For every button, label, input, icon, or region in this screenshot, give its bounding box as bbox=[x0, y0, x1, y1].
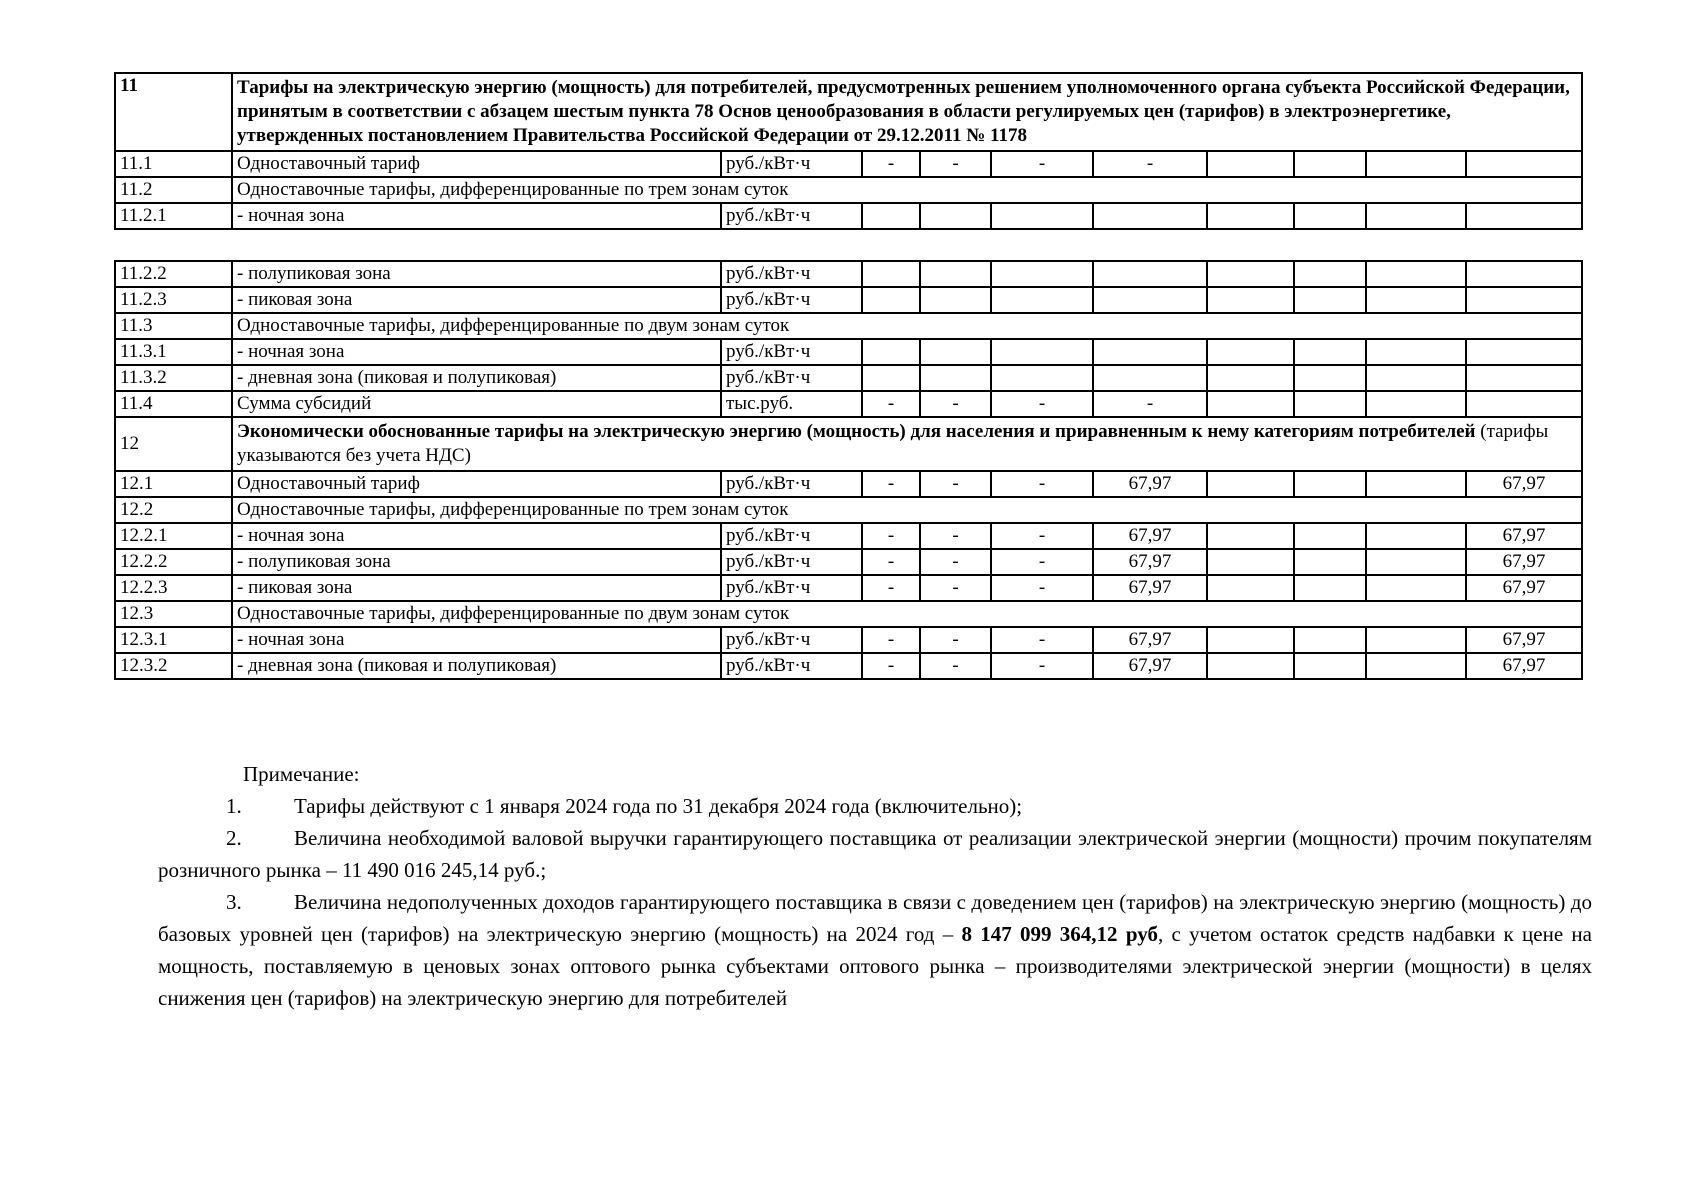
row-value: 67,97 bbox=[1466, 549, 1582, 575]
row-value bbox=[920, 287, 991, 313]
row-number: 12.2 bbox=[115, 497, 232, 523]
table-row bbox=[115, 601, 1582, 627]
row-group-title: Одноставочные тарифы, дифференцированные по двум зонам суток bbox=[232, 313, 1582, 339]
row-value: - bbox=[862, 627, 920, 653]
row-value: - bbox=[920, 575, 991, 601]
row-value bbox=[920, 261, 991, 287]
notes-heading: Примечание: bbox=[243, 762, 360, 786]
row-unit: руб./кВт·ч bbox=[721, 471, 862, 497]
section-title-note: (тарифы указываются без учета НДС) bbox=[237, 421, 1549, 466]
row-value: - bbox=[862, 575, 920, 601]
row-value: - bbox=[991, 627, 1093, 653]
row-value: - bbox=[991, 471, 1093, 497]
row-value: - bbox=[1093, 151, 1207, 177]
row-value bbox=[1207, 653, 1294, 679]
table-header-row bbox=[115, 73, 1582, 151]
row-number: 11.2.1 bbox=[115, 203, 232, 229]
row-label: Сумма субсидий bbox=[232, 391, 721, 417]
row-value bbox=[1294, 339, 1366, 365]
row-value: - bbox=[991, 391, 1093, 417]
row-number: 11.3.1 bbox=[115, 339, 232, 365]
row-value: - bbox=[991, 549, 1093, 575]
row-unit: руб./кВт·ч bbox=[721, 523, 862, 549]
row-value bbox=[1093, 287, 1207, 313]
table-row bbox=[115, 497, 1582, 523]
row-number: 12.3 bbox=[115, 601, 232, 627]
row-number: 11.2.3 bbox=[115, 287, 232, 313]
tariff-table-part-1 bbox=[114, 72, 1583, 230]
row-value: 67,97 bbox=[1466, 471, 1582, 497]
section-title-bold: Экономически обоснованные тарифы на электрическую энергию (мощность) для населения и приравненным к нему категориям потребителей bbox=[237, 421, 1476, 442]
row-value bbox=[1366, 365, 1466, 391]
row-value bbox=[1093, 203, 1207, 229]
table-row bbox=[115, 653, 1582, 679]
row-value bbox=[1207, 339, 1294, 365]
row-value: 67,97 bbox=[1093, 653, 1207, 679]
row-value bbox=[1294, 549, 1366, 575]
row-value bbox=[1207, 261, 1294, 287]
row-value: - bbox=[991, 575, 1093, 601]
row-value bbox=[991, 365, 1093, 391]
row-label: - ночная зона bbox=[232, 523, 721, 549]
row-value: - bbox=[862, 653, 920, 679]
row-value bbox=[1366, 653, 1466, 679]
table-row bbox=[115, 417, 1582, 471]
row-value: - bbox=[920, 653, 991, 679]
row-value bbox=[1366, 203, 1466, 229]
note-text-end: , с учетом остаток средств надбавки к цене на мощность, поставляемую в ценовых зонах оптового рынка субъектами оптового рынка – производителями электрической энергии (мощности) в целях снижения цен (тарифов) на электрическую энергию для потребителей bbox=[158, 922, 1592, 1010]
row-number: 11.1 bbox=[115, 151, 232, 177]
header-title: Тарифы на электрическую энергию (мощность) для потребителей, предусмотренных решением уполномоченного органа субъекта Российской Федерации, принятым в соответствии с абзацем шестым пункта 78 Основ ценообразования в области регулируемых цен (тарифов) в электроэнергетике, утвержденных постановлением Правительства Российской Федерации от 29.12.2011 № 1178 bbox=[232, 73, 1582, 151]
row-value: - bbox=[920, 471, 991, 497]
row-value bbox=[991, 261, 1093, 287]
row-unit: руб./кВт·ч bbox=[721, 575, 862, 601]
row-value bbox=[920, 365, 991, 391]
table-row bbox=[115, 471, 1582, 497]
tariff-table-part-2 bbox=[114, 260, 1583, 680]
row-unit: руб./кВт·ч bbox=[721, 339, 862, 365]
note-number: 2. bbox=[226, 826, 242, 850]
row-label: Одноставочный тариф bbox=[232, 471, 721, 497]
row-value bbox=[1366, 151, 1466, 177]
row-unit: руб./кВт·ч bbox=[721, 203, 862, 229]
row-number: 11.3.2 bbox=[115, 365, 232, 391]
table-row bbox=[115, 287, 1582, 313]
row-unit: руб./кВт·ч bbox=[721, 151, 862, 177]
note-item-2 bbox=[158, 822, 1592, 886]
row-value bbox=[1366, 549, 1466, 575]
row-value bbox=[862, 339, 920, 365]
notes-section bbox=[158, 758, 1592, 1014]
row-label: - дневная зона (пиковая и полупиковая) bbox=[232, 653, 721, 679]
row-value bbox=[1366, 627, 1466, 653]
row-value bbox=[1093, 365, 1207, 391]
row-value bbox=[1294, 151, 1366, 177]
row-value bbox=[1207, 471, 1294, 497]
row-label: - полупиковая зона bbox=[232, 261, 721, 287]
table-row bbox=[115, 365, 1582, 391]
note-amount: 8 147 099 364,12 руб bbox=[961, 922, 1158, 946]
row-unit: руб./кВт·ч bbox=[721, 653, 862, 679]
row-label: - пиковая зона bbox=[232, 575, 721, 601]
row-value bbox=[862, 203, 920, 229]
row-value: - bbox=[991, 653, 1093, 679]
row-value: - bbox=[991, 523, 1093, 549]
row-value bbox=[1093, 261, 1207, 287]
row-value bbox=[1207, 287, 1294, 313]
row-label: - полупиковая зона bbox=[232, 549, 721, 575]
row-number: 12.2.1 bbox=[115, 523, 232, 549]
row-number: 11.2.2 bbox=[115, 261, 232, 287]
row-value bbox=[1294, 653, 1366, 679]
row-value bbox=[991, 287, 1093, 313]
row-value bbox=[1366, 287, 1466, 313]
row-unit: руб./кВт·ч bbox=[721, 261, 862, 287]
row-value bbox=[1366, 575, 1466, 601]
note-text: Величина необходимой валовой выручки гарантирующего поставщика от реализации электрической энергии (мощности) прочим покупателям розничного рынка – 11 490 016 245,14 руб.; bbox=[158, 826, 1592, 882]
row-value: 67,97 bbox=[1466, 627, 1582, 653]
table-row bbox=[115, 177, 1582, 203]
row-number: 11.3 bbox=[115, 313, 232, 339]
row-value: - bbox=[920, 391, 991, 417]
row-value bbox=[1207, 365, 1294, 391]
row-unit: руб./кВт·ч bbox=[721, 365, 862, 391]
row-value bbox=[1207, 627, 1294, 653]
row-value bbox=[1294, 391, 1366, 417]
row-value: - bbox=[991, 151, 1093, 177]
table-row bbox=[115, 339, 1582, 365]
row-value bbox=[1466, 365, 1582, 391]
row-value: - bbox=[1093, 391, 1207, 417]
row-value bbox=[920, 339, 991, 365]
row-label: - дневная зона (пиковая и полупиковая) bbox=[232, 365, 721, 391]
row-value bbox=[862, 365, 920, 391]
note-text-start: Величина недополученных доходов гарантирующего поставщика в связи с доведением цен (тарифов) на электрическую энергию (мощность) до базовых уровней цен (тарифов) на электрическую энергию (мощность) на 2024 год – bbox=[158, 890, 1592, 946]
row-number: 11.4 bbox=[115, 391, 232, 417]
row-value: 67,97 bbox=[1093, 549, 1207, 575]
row-value: 67,97 bbox=[1093, 575, 1207, 601]
row-value bbox=[1366, 261, 1466, 287]
table-row bbox=[115, 203, 1582, 229]
row-value: - bbox=[862, 391, 920, 417]
row-value bbox=[1466, 203, 1582, 229]
row-value bbox=[1294, 203, 1366, 229]
table-row bbox=[115, 575, 1582, 601]
row-value bbox=[862, 287, 920, 313]
row-value: 67,97 bbox=[1466, 523, 1582, 549]
table-row bbox=[115, 261, 1582, 287]
table-row bbox=[115, 627, 1582, 653]
table-row bbox=[115, 549, 1582, 575]
row-number: 12.2.3 bbox=[115, 575, 232, 601]
row-unit: тыс.руб. bbox=[721, 391, 862, 417]
header-number: 11 bbox=[115, 73, 232, 151]
row-unit: руб./кВт·ч bbox=[721, 627, 862, 653]
row-label: - ночная зона bbox=[232, 627, 721, 653]
note-number: 3. bbox=[226, 890, 242, 914]
row-number: 12 bbox=[115, 417, 232, 471]
row-value bbox=[1294, 287, 1366, 313]
row-label: - ночная зона bbox=[232, 203, 721, 229]
row-group-title: Одноставочные тарифы, дифференцированные по двум зонам суток bbox=[232, 601, 1582, 627]
row-value bbox=[1294, 627, 1366, 653]
table-row bbox=[115, 391, 1582, 417]
row-value: - bbox=[862, 549, 920, 575]
row-group-title: Одноставочные тарифы, дифференцированные по трем зонам суток bbox=[232, 497, 1582, 523]
row-value bbox=[1466, 287, 1582, 313]
row-value bbox=[1366, 339, 1466, 365]
row-value: 67,97 bbox=[1093, 471, 1207, 497]
note-item-1 bbox=[158, 790, 1592, 822]
note-item-3 bbox=[158, 886, 1592, 1014]
row-value bbox=[1207, 549, 1294, 575]
row-value bbox=[1466, 391, 1582, 417]
row-value bbox=[1294, 365, 1366, 391]
tariff-table-part-1-body bbox=[115, 73, 1582, 229]
row-value: - bbox=[920, 151, 991, 177]
row-value bbox=[1207, 391, 1294, 417]
row-value bbox=[1466, 261, 1582, 287]
row-group-title: Одноставочные тарифы, дифференцированные по трем зонам суток bbox=[232, 177, 1582, 203]
table-row bbox=[115, 523, 1582, 549]
table-row bbox=[115, 151, 1582, 177]
row-label: - ночная зона bbox=[232, 339, 721, 365]
row-value bbox=[1466, 151, 1582, 177]
row-value: - bbox=[920, 627, 991, 653]
row-value bbox=[1294, 523, 1366, 549]
tariff-table-part-2-body bbox=[115, 261, 1582, 679]
row-value: 67,97 bbox=[1466, 575, 1582, 601]
row-value: - bbox=[862, 471, 920, 497]
row-number: 12.3.1 bbox=[115, 627, 232, 653]
row-number: 11.2 bbox=[115, 177, 232, 203]
row-section-title bbox=[232, 417, 1582, 471]
row-value bbox=[1294, 261, 1366, 287]
row-number: 12.1 bbox=[115, 471, 232, 497]
row-value: 67,97 bbox=[1093, 627, 1207, 653]
row-value bbox=[1466, 339, 1582, 365]
row-value: - bbox=[862, 523, 920, 549]
row-value: 67,97 bbox=[1466, 653, 1582, 679]
row-value bbox=[862, 261, 920, 287]
row-value bbox=[920, 203, 991, 229]
row-value: 67,97 bbox=[1093, 523, 1207, 549]
row-value bbox=[1294, 471, 1366, 497]
row-unit: руб./кВт·ч bbox=[721, 287, 862, 313]
row-value bbox=[1093, 339, 1207, 365]
row-value bbox=[1366, 523, 1466, 549]
note-number: 1. bbox=[226, 794, 242, 818]
row-value bbox=[1207, 575, 1294, 601]
row-value bbox=[1366, 391, 1466, 417]
row-value bbox=[1366, 471, 1466, 497]
row-value bbox=[1207, 203, 1294, 229]
row-label: - пиковая зона bbox=[232, 287, 721, 313]
row-label: Одноставочный тариф bbox=[232, 151, 721, 177]
note-text: Тарифы действуют с 1 января 2024 года по 31 декабря 2024 года (включительно); bbox=[294, 794, 1023, 818]
row-value bbox=[1207, 523, 1294, 549]
row-number: 12.2.2 bbox=[115, 549, 232, 575]
table-row bbox=[115, 313, 1582, 339]
row-value: - bbox=[920, 523, 991, 549]
row-value bbox=[991, 339, 1093, 365]
row-value: - bbox=[862, 151, 920, 177]
row-value bbox=[991, 203, 1093, 229]
row-value bbox=[1207, 151, 1294, 177]
row-number: 12.3.2 bbox=[115, 653, 232, 679]
row-value: - bbox=[920, 549, 991, 575]
row-unit: руб./кВт·ч bbox=[721, 549, 862, 575]
row-value bbox=[1294, 575, 1366, 601]
